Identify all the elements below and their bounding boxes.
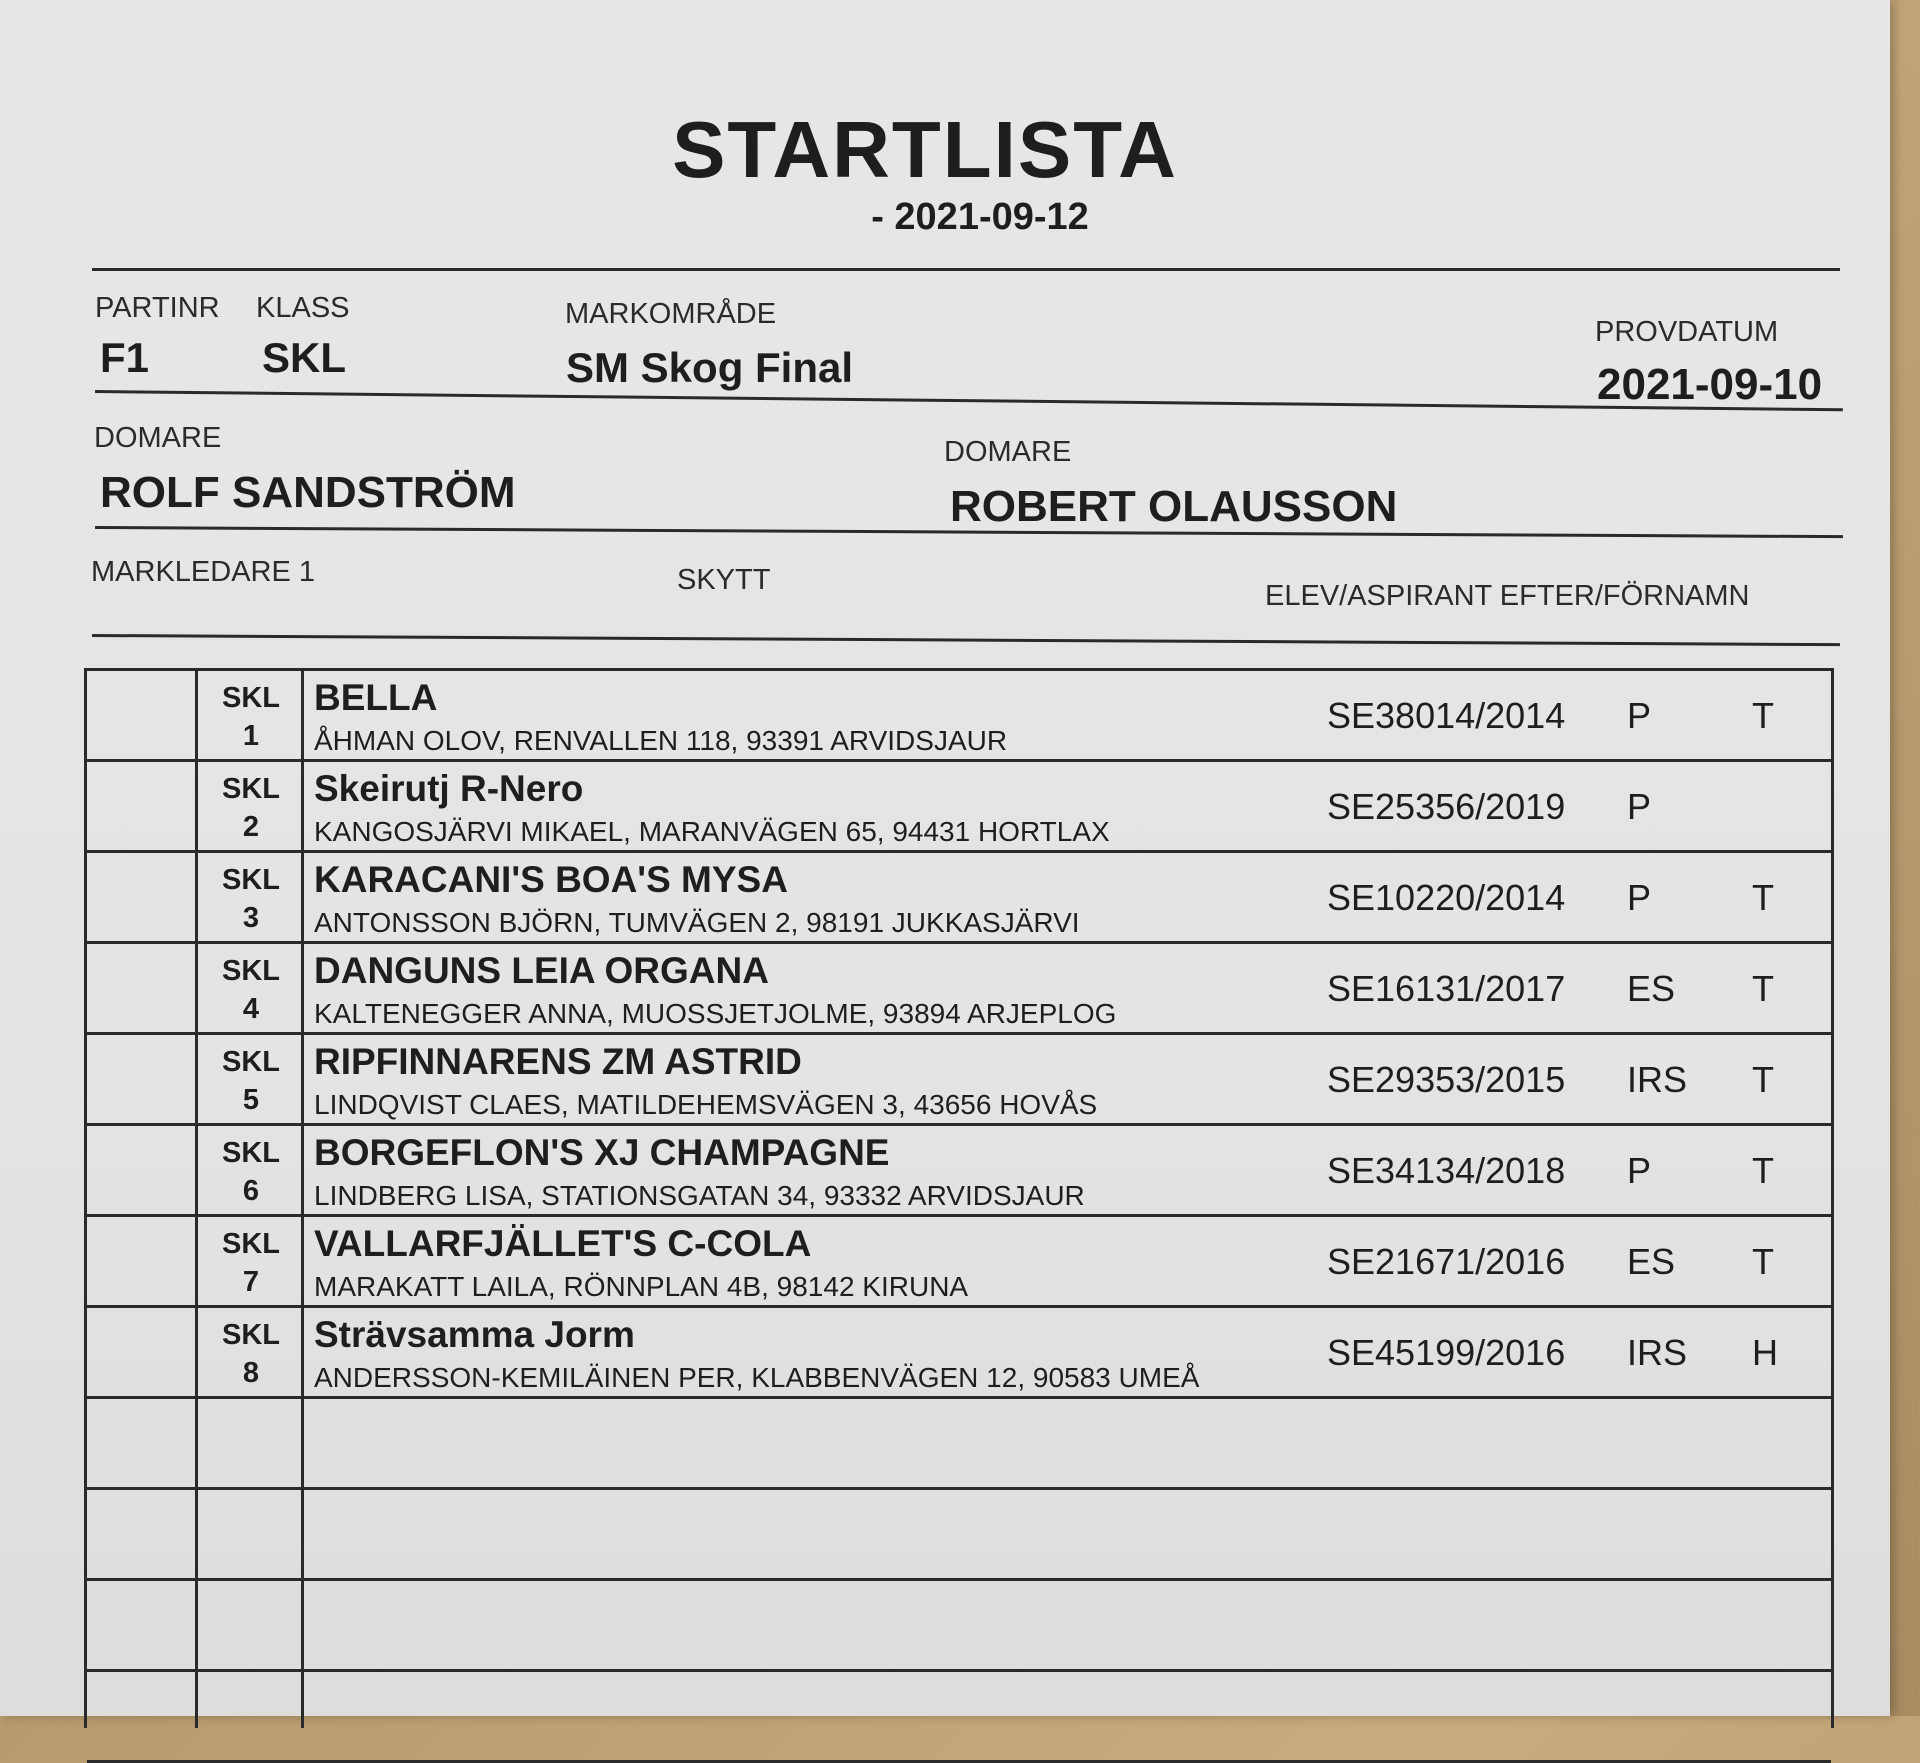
breed-code: P bbox=[1627, 1150, 1652, 1191]
markomrade-label: MARKOMRÅDE bbox=[565, 298, 777, 330]
page-subtitle-date: - 2021-09-12 bbox=[871, 196, 1089, 238]
domare-2-value: ROBERT OLAUSSON bbox=[950, 482, 1398, 531]
breed-code: IRS bbox=[1627, 1332, 1688, 1373]
entry-number: 5 bbox=[242, 1084, 260, 1116]
klass-cell bbox=[201, 1225, 301, 1301]
markomrade-value: SM Skog Final bbox=[566, 344, 854, 391]
klass-cell bbox=[201, 952, 301, 1028]
table-row bbox=[87, 1126, 1831, 1217]
partinr-value: F1 bbox=[100, 334, 150, 381]
owner-address: ANTONSSON BJÖRN, TUMVÄGEN 2, 98191 JUKKASJÄRVI bbox=[314, 907, 1080, 938]
registration-number: SE25356/2019 bbox=[1327, 786, 1566, 827]
entries-table bbox=[84, 668, 1834, 1728]
status-flag: T bbox=[1752, 1059, 1774, 1100]
domare-1-label: DOMARE bbox=[94, 422, 222, 454]
entry-klass: SKL bbox=[222, 1046, 280, 1078]
dog-name: BELLA bbox=[314, 677, 438, 718]
owner-address: ANDERSSON-KEMILÄINEN PER, KLABBENVÄGEN 12, 90583 UMEÅ bbox=[314, 1362, 1200, 1393]
entry-klass: SKL bbox=[222, 773, 280, 805]
provdatum-label: PROVDATUM bbox=[1595, 316, 1779, 348]
table-row bbox=[87, 944, 1831, 1035]
registration-number: SE10220/2014 bbox=[1327, 877, 1566, 918]
status-flag: T bbox=[1752, 1241, 1774, 1282]
entry-klass: SKL bbox=[222, 864, 280, 896]
breed-code: P bbox=[1627, 786, 1652, 827]
klass-cell bbox=[201, 770, 301, 846]
klass-cell bbox=[201, 1043, 301, 1119]
table-row bbox=[87, 1035, 1831, 1126]
breed-code: ES bbox=[1627, 968, 1676, 1009]
klass-label: KLASS bbox=[256, 292, 350, 324]
owner-address: LINDBERG LISA, STATIONSGATAN 34, 93332 ARVIDSJAUR bbox=[314, 1180, 1085, 1211]
registration-number: SE21671/2016 bbox=[1327, 1241, 1566, 1282]
registration-number: SE29353/2015 bbox=[1327, 1059, 1566, 1100]
klass-cell bbox=[201, 1316, 301, 1392]
table-row-empty bbox=[87, 1399, 1831, 1490]
divider-info bbox=[95, 390, 1843, 411]
table-row bbox=[87, 853, 1831, 944]
breed-code: IRS bbox=[1627, 1059, 1688, 1100]
owner-address: MARAKATT LAILA, RÖNNPLAN 4B, 98142 KIRUNA bbox=[314, 1271, 969, 1302]
entry-number: 7 bbox=[242, 1266, 260, 1298]
breed-code: ES bbox=[1627, 1241, 1676, 1282]
entry-klass: SKL bbox=[222, 682, 280, 714]
klass-cell bbox=[201, 679, 301, 755]
entry-klass: SKL bbox=[222, 1137, 280, 1169]
registration-number: SE34134/2018 bbox=[1327, 1150, 1566, 1191]
entry-number: 8 bbox=[242, 1357, 260, 1389]
divider-top bbox=[92, 268, 1840, 271]
registration-number: SE45199/2016 bbox=[1327, 1332, 1566, 1373]
klass-value: SKL bbox=[262, 334, 346, 381]
status-flag: T bbox=[1752, 1150, 1774, 1191]
breed-code: P bbox=[1627, 695, 1652, 736]
domare-1-value: ROLF SANDSTRÖM bbox=[100, 468, 516, 517]
status-flag: T bbox=[1752, 968, 1774, 1009]
dog-name: BORGEFLON'S XJ CHAMPAGNE bbox=[314, 1132, 890, 1173]
divider-markledare bbox=[92, 634, 1840, 646]
dog-name: Skeirutj R-Nero bbox=[314, 768, 584, 809]
owner-address: KALTENEGGER ANNA, MUOSSJETJOLME, 93894 ARJEPLOG bbox=[314, 998, 1117, 1029]
owner-address: KANGOSJÄRVI MIKAEL, MARANVÄGEN 65, 94431 HORTLAX bbox=[314, 816, 1110, 847]
table-row bbox=[87, 762, 1831, 853]
klass-cell bbox=[201, 1134, 301, 1210]
partinr-label: PARTINR bbox=[95, 292, 220, 324]
entry-klass: SKL bbox=[222, 1228, 280, 1260]
entry-number: 6 bbox=[242, 1175, 260, 1207]
entry-klass: SKL bbox=[222, 1319, 280, 1351]
breed-code: P bbox=[1627, 877, 1652, 918]
owner-address: LINDQVIST CLAES, MATILDEHEMSVÄGEN 3, 43656 HOVÅS bbox=[314, 1089, 1098, 1120]
status-flag: H bbox=[1752, 1332, 1778, 1373]
elev-aspirant-label: ELEV/ASPIRANT EFTER/FÖRNAMN bbox=[1265, 580, 1750, 612]
registration-number: SE16131/2017 bbox=[1327, 968, 1566, 1009]
domare-2-label: DOMARE bbox=[944, 436, 1072, 468]
entry-number: 2 bbox=[242, 811, 260, 843]
klass-cell bbox=[201, 861, 301, 937]
table-row-empty bbox=[87, 1672, 1831, 1763]
entry-number: 1 bbox=[242, 720, 260, 752]
provdatum-value: 2021-09-10 bbox=[1597, 360, 1823, 409]
skytt-label: SKYTT bbox=[677, 564, 771, 596]
registration-number: SE38014/2014 bbox=[1327, 695, 1566, 736]
page-title: STARTLISTA bbox=[672, 105, 1178, 194]
entry-klass: SKL bbox=[222, 955, 280, 987]
table-row-empty bbox=[87, 1581, 1831, 1672]
table-row bbox=[87, 1217, 1831, 1308]
dog-name: RIPFINNARENS ZM ASTRID bbox=[314, 1041, 802, 1082]
table-row bbox=[87, 671, 1831, 762]
entry-number: 3 bbox=[242, 902, 260, 934]
table-row bbox=[87, 1308, 1831, 1399]
owner-address: ÅHMAN OLOV, RENVALLEN 118, 93391 ARVIDSJAUR bbox=[314, 725, 1008, 756]
status-flag: T bbox=[1752, 877, 1774, 918]
status-flag: T bbox=[1752, 695, 1774, 736]
dog-name: VALLARFJÄLLET'S C-COLA bbox=[314, 1223, 812, 1264]
dog-name: KARACANI'S BOA'S MYSA bbox=[314, 859, 788, 900]
markledare-label: MARKLEDARE 1 bbox=[91, 556, 316, 588]
dog-name: DANGUNS LEIA ORGANA bbox=[314, 950, 769, 991]
entry-number: 4 bbox=[242, 993, 260, 1025]
dog-name: Strävsamma Jorm bbox=[314, 1314, 635, 1355]
table-row-empty bbox=[87, 1490, 1831, 1581]
